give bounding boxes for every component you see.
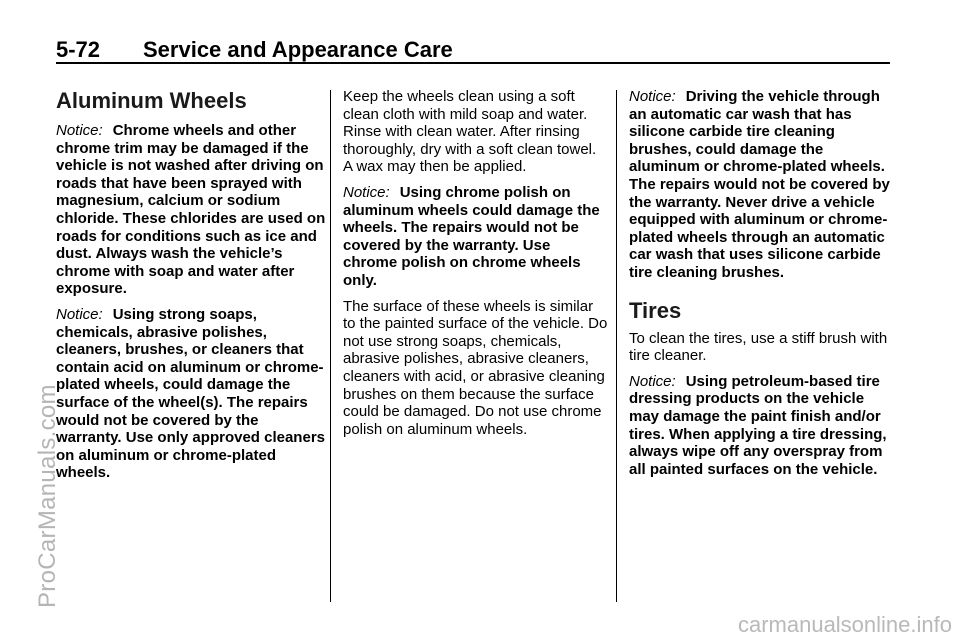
notice-paragraph bbox=[343, 184, 608, 290]
chapter-title: Service and Appearance Care bbox=[143, 37, 453, 62]
notice-label: Notice: bbox=[629, 372, 676, 390]
column-divider bbox=[616, 90, 617, 602]
notice-text: Using chrome polish on aluminum wheels could damage the wheels. The repairs would not be covered by the warranty. Use chrome polish on chrome wheels only. bbox=[343, 183, 600, 289]
side-watermark: ProCarManuals.com bbox=[34, 384, 61, 608]
notice-text: Using petroleum-based tire dressing products on the vehicle may damage the paint finish and/or tires. When applying a tire dressing, always wipe off any overspray from all painted surfaces on the vehicle. bbox=[629, 372, 887, 478]
notice-text: Driving the vehicle through an automatic car wash that has silicone carbide tire cleaning brushes, could damage the aluminum or chrome-plated wheels. The repairs would not be covered by the warranty. Never drive a vehicle equipped with aluminum or chrome-plated wheels through an automatic car wash that uses silicone carbide tire cleaning brushes. bbox=[629, 88, 890, 281]
body-paragraph: Keep the wheels clean using a soft clean cloth with mild soap and water. Rinse with clean water. After rinsing thoroughly, dry with a soft clean towel. A wax may then be applied. bbox=[343, 88, 597, 176]
column-3 bbox=[629, 88, 894, 486]
page-number: 5-72 bbox=[56, 37, 101, 62]
body-paragraph: To clean the tires, use a stiff brush with tire cleaner. bbox=[629, 329, 888, 365]
notice-paragraph bbox=[629, 88, 894, 282]
notice-paragraph bbox=[56, 122, 326, 298]
column-1 bbox=[56, 88, 326, 490]
column-divider bbox=[330, 90, 331, 602]
notice-label: Notice: bbox=[56, 122, 103, 139]
notice-paragraph bbox=[56, 306, 326, 482]
notice-text: Chrome wheels and other chrome trim may be damaged if the vehicle is not washed after driving on roads that have been sprayed with magnesium, calcium or sodium chloride. These chlorides are used on roads for conditions such as ice and dust. Always wash the vehicle’s chrome with soap and water after exposure. bbox=[56, 122, 326, 298]
page-header bbox=[56, 24, 890, 64]
notice-paragraph bbox=[629, 373, 894, 479]
body-paragraph: The surface of these wheels is similar to the painted surface of the vehicle. Do not use strong soaps, chemicals, abrasive polishes, abrasive cleaners, cleaners with acid, or abrasive cleaning brushes on them because the surface could be damaged. Do not use chrome polish on aluminum wheels. bbox=[343, 297, 608, 438]
notice-label: Notice: bbox=[343, 183, 390, 201]
bottom-watermark: carmanualsonline.info bbox=[737, 612, 952, 637]
section-heading-aluminum-wheels: Aluminum Wheels bbox=[56, 88, 247, 113]
column-2 bbox=[343, 88, 608, 446]
notice-label: Notice: bbox=[56, 305, 103, 323]
notice-text: Using strong soaps, chemicals, abrasive polishes, cleaners, brushes, or cleaners that contain acid on aluminum or chrome-plated wheels, could damage the surface of the wheel(s). The repairs would not be covered by the warranty. Use only approved cleaners on aluminum or chrome-plated wheels. bbox=[56, 305, 325, 482]
notice-label: Notice: bbox=[629, 88, 676, 105]
section-heading-tires: Tires bbox=[629, 297, 682, 323]
